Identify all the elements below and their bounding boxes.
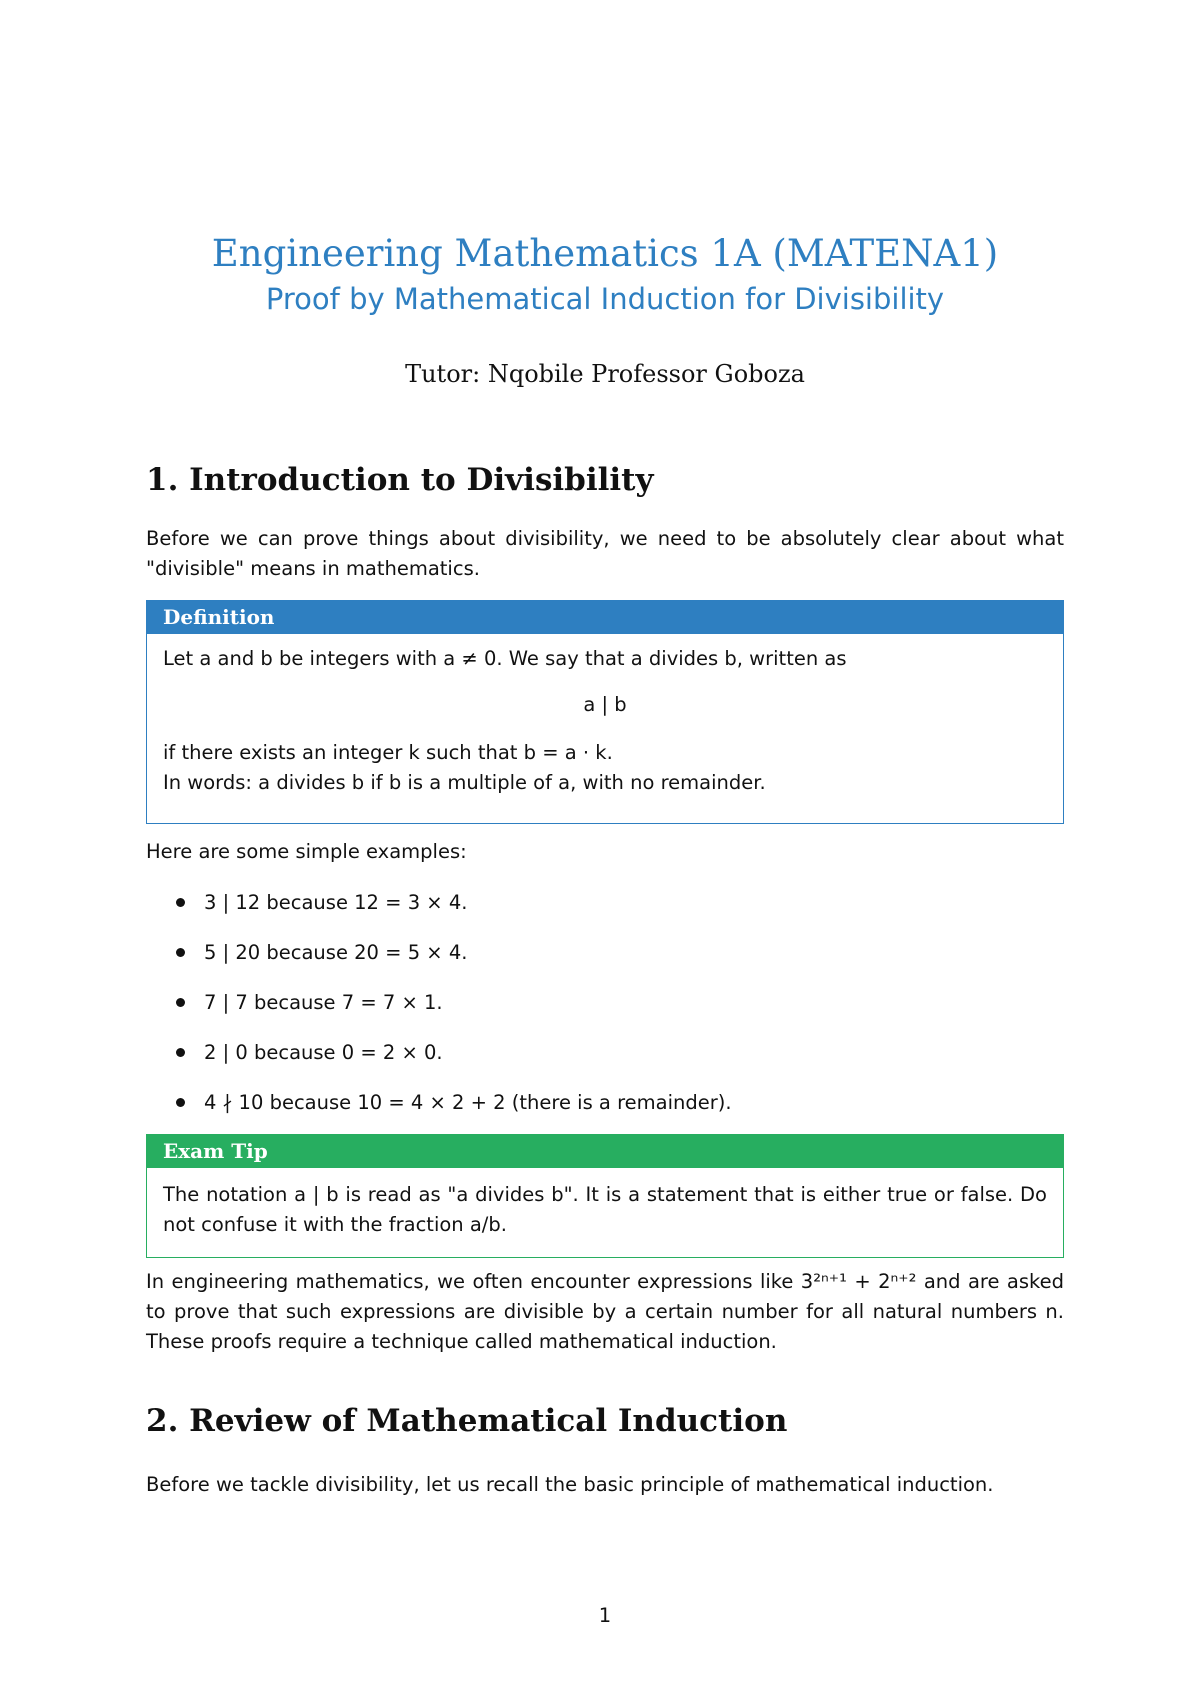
list-item xyxy=(176,938,1056,988)
bullet-icon xyxy=(176,998,185,1007)
bullet-icon xyxy=(176,1048,185,1057)
list-item xyxy=(176,1088,1056,1138)
definition-box-body xyxy=(147,634,1063,810)
bullet-icon xyxy=(176,1098,185,1107)
definition-box xyxy=(146,600,1064,824)
definition-box-header: Definition xyxy=(147,601,1063,634)
document-title: Engineering Mathematics 1A (MATENA1) xyxy=(211,232,999,275)
exam-tip-header: Exam Tip xyxy=(147,1135,1063,1168)
exam-tip-body: The notation a | b is read as "a divides b". It is a statement that is either true or false. Do not confuse it with the fraction a/b. xyxy=(163,1183,1047,1236)
exam-tip-box xyxy=(146,1134,1064,1258)
list-item xyxy=(176,1038,1056,1088)
section-heading-induction-review: 2. Review of Mathematical Induction xyxy=(146,1403,788,1439)
bullet-icon xyxy=(176,898,185,907)
examples-intro: Here are some simple examples: xyxy=(146,840,467,863)
bullet-icon xyxy=(176,948,185,957)
definition-line-2: if there exists an integer k such that b = a · k. xyxy=(163,741,613,764)
intro-paragraph: Before we can prove things about divisibility, we need to be absolutely clear about what "divisible" means in mathematics. xyxy=(146,527,1064,580)
examples-list xyxy=(176,888,1056,1138)
tutor-line: Tutor: Nqobile Professor Goboza xyxy=(405,360,805,388)
page-number: 1 xyxy=(598,1604,612,1627)
definition-display-math: a | b xyxy=(583,693,627,716)
example-text: 3 | 12 because 12 = 3 × 4. xyxy=(204,891,468,914)
definition-line-3: In words: a divides b if b is a multiple of a, with no remainder. xyxy=(163,771,766,794)
closing-paragraph: In engineering mathematics, we often encounter expressions like 3²ⁿ⁺¹ + 2ⁿ⁺² and are asked to prove that such expressions are divisible by a certain number for all natural numbers n. These proofs require a technique called mathematical induction. xyxy=(146,1270,1064,1353)
list-item xyxy=(176,988,1056,1038)
example-text: 4 ∤ 10 because 10 = 4 × 2 + 2 (there is a remainder). xyxy=(204,1091,732,1114)
document-subtitle: Proof by Mathematical Induction for Divisibility xyxy=(265,282,945,316)
induction-intro-paragraph: Before we tackle divisibility, let us recall the basic principle of mathematical induction. xyxy=(146,1473,994,1496)
list-item xyxy=(176,888,1056,938)
definition-line-1: Let a and b be integers with a ≠ 0. We say that a divides b, written as xyxy=(163,647,847,670)
example-text: 2 | 0 because 0 = 2 × 0. xyxy=(204,1041,443,1064)
section-heading-introduction: 1. Introduction to Divisibility xyxy=(146,462,654,498)
example-text: 7 | 7 because 7 = 7 × 1. xyxy=(204,991,443,1014)
example-text: 5 | 20 because 20 = 5 × 4. xyxy=(204,941,468,964)
